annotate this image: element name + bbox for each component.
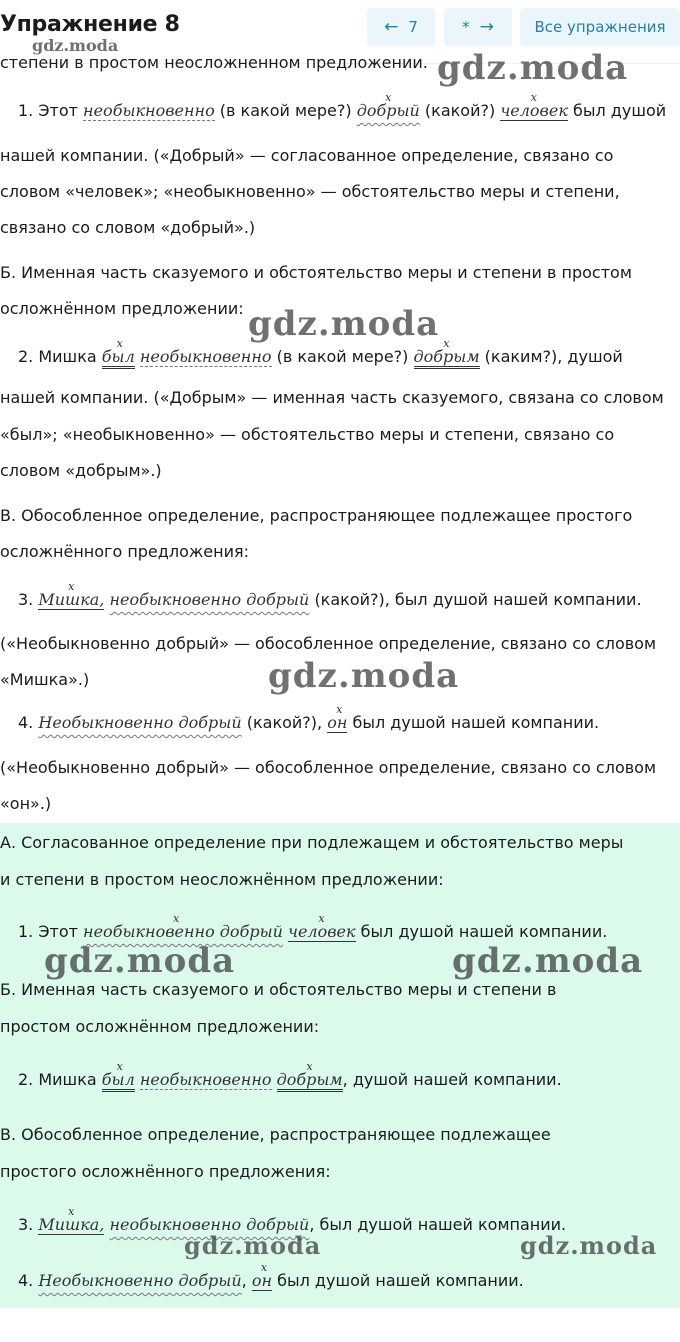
- sentence-number: 4.: [18, 1271, 34, 1290]
- predicate-word: x был: [102, 347, 135, 369]
- question: (в какой мере?): [276, 347, 409, 366]
- brand-watermark: gdz.moda: [32, 36, 119, 55]
- arrow-right-icon: →: [479, 16, 494, 37]
- section-heading: Б. Именная часть сказуемого и обстоятельство меры и степени в простом: [0, 263, 632, 282]
- sentence-number: 3.: [18, 1215, 34, 1234]
- sentence-number: 4.: [18, 713, 34, 732]
- section-heading: осложнённом предложении:: [0, 299, 244, 318]
- attribute-phrase: x необыкновенно добрый: [83, 922, 283, 941]
- subject-word: x человек: [288, 922, 356, 942]
- explanation-line: нашей компании. («Добрым» — именная часть сказуемого, связана со словом: [0, 388, 664, 407]
- predicate-word: x добрым: [277, 1070, 343, 1092]
- answer-sentence-1: [18, 921, 607, 943]
- comma: ,: [241, 1271, 247, 1290]
- watermark-logo: gdz.moda: [184, 1231, 322, 1260]
- sentence-number: 3.: [18, 590, 34, 609]
- prev-exercise-label: 7: [408, 18, 418, 36]
- watermark-logo: gdz.moda: [452, 941, 644, 981]
- arrow-left-icon: ←: [384, 16, 399, 37]
- explanation-line: «он».): [0, 794, 52, 813]
- sentence-rest: был душой нашей компании.: [360, 922, 608, 941]
- explanation-line: («Необыкновенно добрый» — обособленное определение, связано со словом: [0, 634, 657, 653]
- sentence-rest: , душой нашей компании.: [342, 1070, 562, 1089]
- section-heading: В. Обособленное определение, распространяющее подлежащее: [0, 1125, 551, 1144]
- subject-word: x он: [327, 713, 347, 733]
- watermark-logo: gdz.moda: [437, 48, 629, 88]
- sentence-3: [18, 589, 642, 611]
- explanation-line: «был»; «необыкновенно» — обстоятельство меры и степени, связано со: [0, 425, 615, 444]
- circumstance-word: необыкновенно: [139, 347, 272, 366]
- subject-word: x он: [252, 1271, 272, 1291]
- predicate-word: x добрым: [414, 347, 480, 369]
- question: (каким?), душой: [484, 347, 623, 366]
- question: (в какой мере?): [219, 101, 352, 120]
- sentence-rest: был душой нашей компании.: [277, 1271, 524, 1290]
- question: (какой?),: [246, 713, 323, 732]
- sentence-rest: , был душой нашей компании.: [309, 1215, 567, 1234]
- next-exercise-button[interactable]: [444, 8, 512, 46]
- attribute-phrase: необыкновенно добрый: [109, 1215, 310, 1234]
- section-heading: В. Обособленное определение, распространяющее подлежащее простого: [0, 506, 633, 525]
- page-title: Упражнение 8: [0, 12, 180, 37]
- all-exercises-button[interactable]: Все упражнения: [520, 8, 680, 46]
- attribute-word: x добрый: [357, 101, 420, 120]
- sentence-4: [18, 712, 599, 734]
- answer-sentence-2: [18, 1069, 562, 1091]
- attribute-phrase: необыкновенно добрый: [109, 590, 310, 609]
- section-heading: простого осложнённого предложения:: [0, 1162, 331, 1181]
- subject-word: x человек: [500, 101, 568, 121]
- answer-sentence-4: [18, 1270, 524, 1292]
- explanation-line: «Мишка».): [0, 670, 90, 689]
- section-heading: осложнённого предложения:: [0, 542, 249, 561]
- explanation-line: словом «добрым».): [0, 461, 162, 480]
- section-heading: Б. Именная часть сказуемого и обстоятельство меры и степени в: [0, 980, 557, 999]
- sentence-rest: (какой?), был душой нашей компании.: [314, 590, 642, 609]
- next-exercise-label: *: [462, 18, 470, 36]
- subject-word: x Мишка,: [38, 1215, 104, 1235]
- attribute-phrase: Необыкновенно добрый: [38, 1271, 242, 1290]
- sentence-number: 2. Мишка: [18, 347, 97, 366]
- watermark-logo: gdz.moda: [268, 656, 460, 696]
- watermark-logo: gdz.moda: [248, 304, 440, 344]
- circumstance-word: необыкновенно: [83, 101, 215, 120]
- sentence-number: 2. Мишка: [18, 1070, 97, 1089]
- sentence-1: [18, 100, 666, 122]
- sentence-2: [18, 346, 623, 368]
- explanation-line: («Необыкновенно добрый» — обособленное определение, связано со словом: [0, 758, 657, 777]
- subject-word: x Мишка,: [38, 590, 104, 610]
- sentence-number: 1. Этот: [18, 922, 78, 941]
- attribute-phrase: Необыкновенно добрый: [38, 713, 242, 732]
- explanation-line: связано со словом «добрый».): [0, 218, 256, 237]
- question: (какой?): [424, 101, 496, 120]
- section-heading: простом осложнённом предложении:: [0, 1017, 320, 1036]
- watermark-logo: gdz.moda: [44, 941, 236, 981]
- section-heading: и степени в простом неосложнённом предложении:: [0, 870, 444, 889]
- circumstance-word: необыкновенно: [139, 1070, 272, 1089]
- prev-exercise-button[interactable]: [367, 8, 435, 46]
- sentence-rest: был душой: [572, 101, 667, 120]
- sentence-number: 1. Этот: [18, 101, 78, 120]
- predicate-word: x был: [102, 1070, 135, 1092]
- watermark-logo: gdz.moda: [520, 1231, 658, 1260]
- section-heading: А. Согласованное определение при подлежащем и обстоятельство меры: [0, 833, 624, 852]
- sentence-rest: был душой нашей компании.: [352, 713, 600, 732]
- intro-cut-text: степени в простом неосложненном предложении.: [0, 53, 428, 72]
- explanation-line: словом «человек»; «необыкновенно» — обстоятельство меры и степени,: [0, 182, 620, 201]
- explanation-line: нашей компании. («Добрый» — согласованное определение, связано со: [0, 146, 614, 165]
